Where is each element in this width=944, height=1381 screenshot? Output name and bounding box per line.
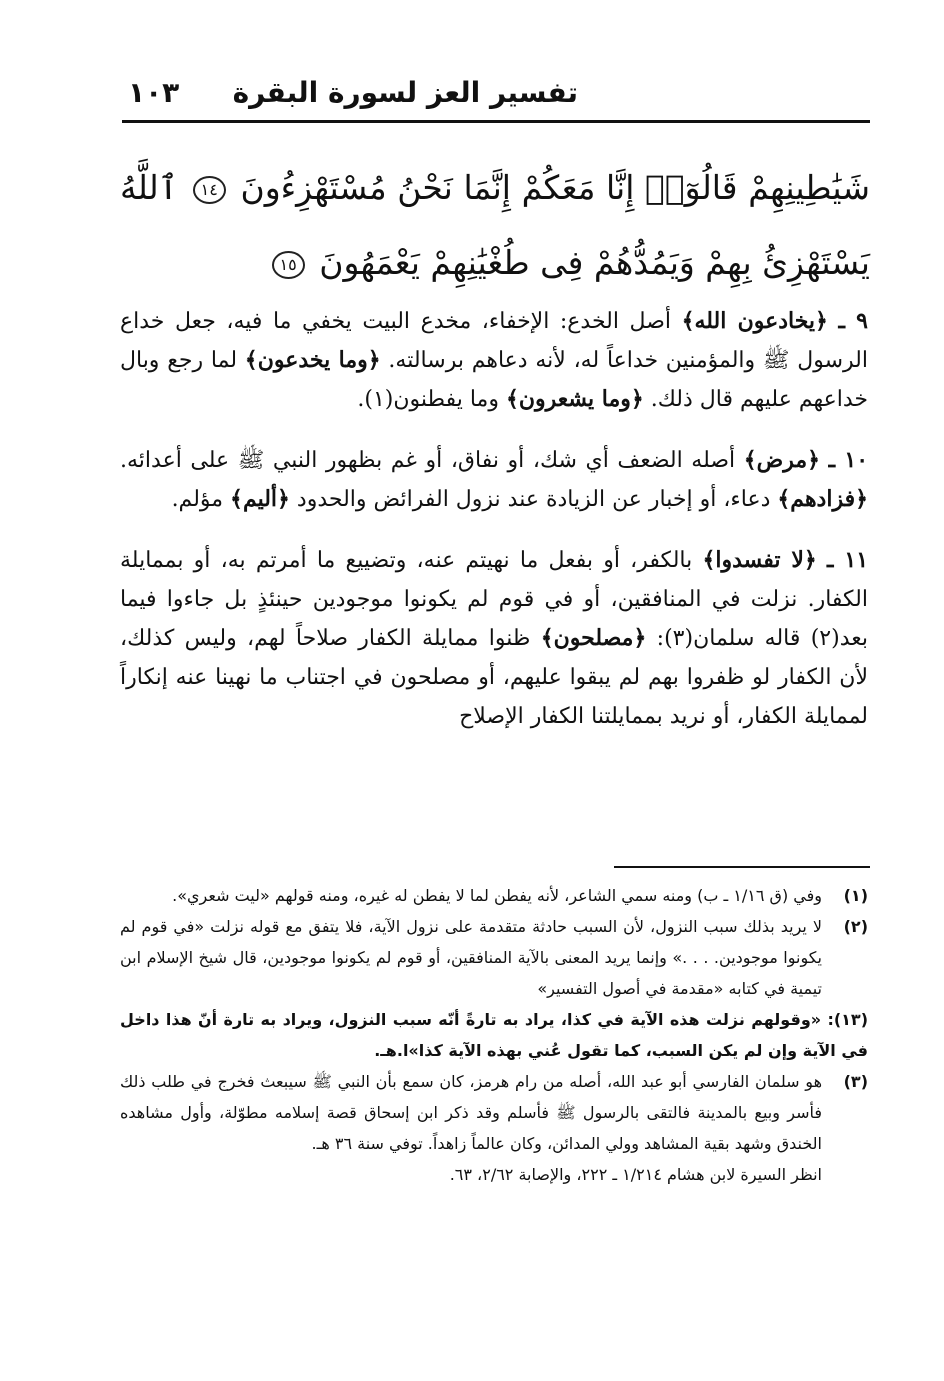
footnote-rule bbox=[614, 866, 870, 868]
quoted-term: ﴿فزادهم﴾ bbox=[777, 486, 868, 512]
verse-text-2: ٱللَّهُ يَسْتَهْزِئُ بِهِمْ وَيَمُدُّهُمْ فِى طُغْيَٰنِهِمْ يَعْمَهُونَ bbox=[120, 168, 870, 282]
header-rule bbox=[122, 120, 870, 123]
paragraph-10 bbox=[120, 441, 868, 519]
quoted-term: ﴿يخادعون الله﴾ bbox=[681, 308, 828, 334]
quoted-term: ﴿مصلحون﴾ bbox=[540, 625, 647, 651]
paragraph-number: ١١ ـ bbox=[827, 547, 869, 573]
ayah-number-15: ١٥ bbox=[272, 251, 305, 279]
footnote-text: لا يريد بذلك سبب النزول، لأن السبب حادثة متقدمة على نزول الآية، فلا يتفق مع قوله نزلت «في قوم لم يكونوا موجودين. . . .» وإنما يريد المعنى بالآية المنافقين، أو قوم لم يكونوا موجودين، قال شيخ الإسلام ابن تيمية في كتابه «مقدمة في أصول التفسير» bbox=[120, 917, 822, 998]
page-header bbox=[122, 74, 868, 114]
paragraph-text: بالكفر، أو بفعل ما نهيتم عنه، وتضييع ما أمرتم به، أو بممايلة الكفار. نزلت في المنافقين، أو في قوم لم يكونوا موجودين حينئذٍ بل جاءوا فيما بعد(٢) قاله سلمان(٣): bbox=[120, 548, 868, 651]
paragraph-text: دعاء، أو إخبار عن الزيادة عند نزول الفرائض والحدود bbox=[289, 487, 778, 512]
footnote-number: (١) bbox=[843, 886, 868, 905]
quoted-term: ﴿مرض﴾ bbox=[743, 447, 821, 473]
ayah-number-14: ١٤ bbox=[193, 176, 226, 204]
paragraph-9 bbox=[120, 302, 868, 419]
quoted-term: ﴿وما يشعرون﴾ bbox=[505, 386, 644, 412]
commentary-body bbox=[120, 302, 868, 758]
verse-text-1: شَيَٰطِينِهِمْ قَالُوٓا۟ إِنَّا مَعَكُمْ إِنَّمَا نَحْنُ مُسْتَهْزِءُونَ bbox=[240, 168, 870, 207]
running-title: تفسير العز لسورة البقرة bbox=[232, 76, 578, 109]
paragraph-text: مؤلم. bbox=[171, 487, 231, 512]
paragraph-text: أصله الضعف أي شك، أو نفاق، أو غم بظهور النبي ﷺ على أعدائه. bbox=[120, 448, 744, 473]
footnote-text: وفي (ق ١/١٦ ـ ب) ومنه سمي الشاعر، لأنه يفطن لما لا يفطن له غيره، ومنه قولهم «ليت شعري». bbox=[172, 886, 822, 905]
quoted-term: ﴿وما يخدعون﴾ bbox=[244, 347, 381, 373]
paragraph-text: ظنوا ممايلة الكفار صلاحاً لهم، وليس كذلك، لأن الكفار لو ظفروا بهم لم يبقوا عليهم، أو مصلحون في اجتناب ما نهينا عنه إنكاراً لممايلة الكفار، أو نريد بممايلتنا الكفار الإصلاح bbox=[120, 626, 868, 729]
paragraph-text: وما يفطنون(١). bbox=[357, 387, 506, 412]
paragraph-11 bbox=[120, 541, 868, 736]
footnote-3 bbox=[120, 1066, 868, 1159]
footnote-1 bbox=[120, 880, 868, 911]
paragraph-text: أصل الخدع: الإخفاء، مخدع البيت يخفي ما فيه، جعل خداع الرسول ﷺ والمؤمنين خداعاً له، لأنه دعاهم برسالته. bbox=[120, 309, 868, 373]
footnote-number: (٢) bbox=[843, 917, 868, 936]
quoted-term: ﴿أليم﴾ bbox=[230, 486, 290, 512]
quran-verse bbox=[120, 150, 870, 300]
footnote-2 bbox=[120, 911, 868, 1004]
paragraph-number: ١٠ ـ bbox=[828, 447, 869, 473]
footnote-2-continuation: (١٣): «وقولهم نزلت هذه الآية في كذا، يراد به تارةً أنّه سبب النزول، ويراد به تارة أنّ هذا داخل في الآية وإن لم يكن السبب، كما تقول عُني بهذه الآية كذا»ا.هـ. bbox=[120, 1010, 868, 1060]
page-number: ١٠٣ bbox=[128, 76, 180, 109]
quoted-term: ﴿لا تفسدوا﴾ bbox=[702, 547, 817, 573]
paragraph-text: لما رجع وبال خداعهم عليهم قال ذلك. bbox=[120, 348, 868, 412]
footnotes bbox=[120, 880, 868, 1190]
paragraph-number: ٩ ـ bbox=[838, 308, 868, 334]
footnote-number: (٣) bbox=[843, 1072, 868, 1091]
footnote-3-reference: انظر السيرة لابن هشام ١/٢١٤ ـ ٢٢٢، والإصابة ٢/٦٢، ٦٣. bbox=[449, 1165, 822, 1184]
footnote-text: هو سلمان الفارسي أبو عبد الله، أصله من رام هرمز، كان سمع بأن النبي ﷺ سيبعث فخرج في طلب ذلك فأسر وبيع بالمدينة فالتقى بالرسول ﷺ فأسلم وقد ذكر ابن إسحاق قصة إسلامه مطوّلة، وأول مشاهده الخندق وشهد بقية المشاهد وولي المدائن، وكان عالماً زاهداً. توفي سنة ٣٦ هـ. bbox=[120, 1072, 822, 1153]
